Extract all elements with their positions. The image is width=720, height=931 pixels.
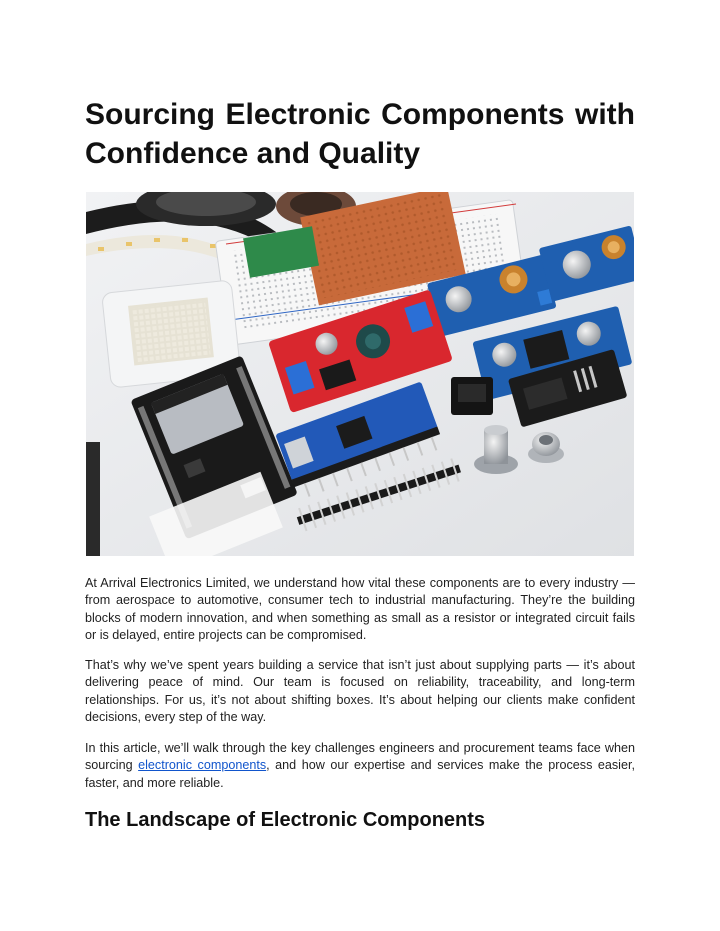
paragraph-1: At Arrival Electronics Limited, we understand how vital these components are to every industry — from aerospace to automotive, consumer tech to industrial manufacturing. They’re the building blocks of modern innovation, and when something as small as a resistor or integrated circuit fails or is delayed, entire projects can be compromised.: [85, 576, 635, 643]
paragraph-3-text-after: , and how our expertise and services make the process easier, faster, and more reliable.: [85, 758, 635, 790]
paragraph-2: That’s why we’ve spent years building a service that isn’t just about supplying parts — it’s about delivering peace of mind. Our team is focused on reliability, traceability, and long-term relationships. For us, it’s not about shifting boxes. It’s about helping our clients make confident decisions, every step of the way.: [85, 658, 635, 725]
paragraph-3: [85, 740, 635, 792]
electronic-components-link[interactable]: electronic components: [138, 758, 267, 773]
paragraph-3-text-before: In this article, we’ll walk through the key challenges engineers and procurement teams face when sourcing: [85, 741, 635, 773]
article-title: Sourcing Electronic Components with Confidence and Quality: [85, 98, 635, 170]
hero-image: [86, 192, 634, 556]
section-heading: The Landscape of Electronic Components: [85, 809, 486, 831]
